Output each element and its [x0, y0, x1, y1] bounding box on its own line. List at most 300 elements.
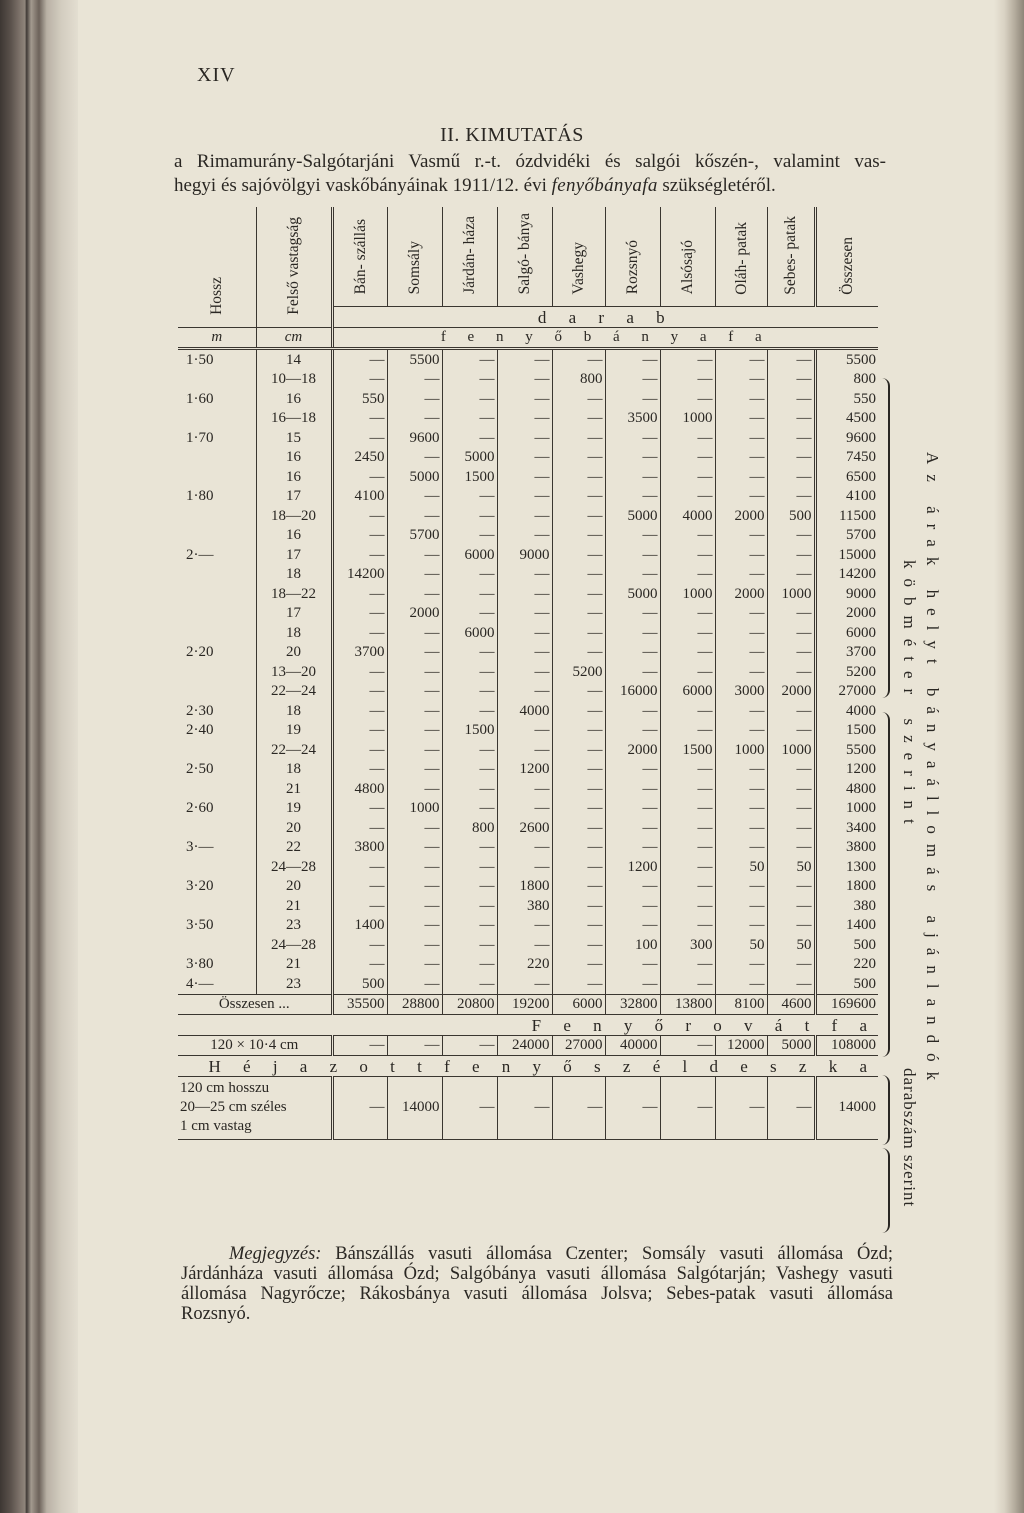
brace-2 [880, 712, 890, 1057]
cell-value: — [660, 428, 715, 448]
fenyobanyafa-label: f e n y ő b á n y a f a [332, 327, 878, 349]
cell-value: — [660, 857, 715, 877]
cell-value: — [715, 779, 767, 799]
cell-value: — [715, 721, 767, 741]
cell-value: — [552, 896, 605, 916]
cell-value: — [660, 349, 715, 370]
cell-value: 800 [442, 818, 497, 838]
cell-hossz [178, 857, 256, 877]
cell-vastagsag: 17 [256, 604, 332, 624]
cell-hossz [178, 623, 256, 643]
cell-value: — [605, 389, 660, 409]
total-value: — [552, 1076, 605, 1139]
cell-value: — [387, 370, 442, 390]
cell-hossz [178, 565, 256, 585]
cell-value: — [387, 448, 442, 468]
rovatfa-label: 120 × 10·4 cm [178, 1035, 332, 1056]
cell-hossz [178, 662, 256, 682]
cell-value: — [332, 526, 387, 546]
cell-vastagsag: 23 [256, 916, 332, 936]
cell-value: — [660, 818, 715, 838]
cell-value: — [552, 448, 605, 468]
cell-value: 5500 [387, 349, 442, 370]
cell-value: 3400 [815, 818, 878, 838]
cell-value: — [332, 349, 387, 370]
total-value: 40000 [605, 1035, 660, 1056]
cell-hossz: 1·70 [186, 429, 214, 446]
cell-value: — [387, 623, 442, 643]
cell-value: — [387, 916, 442, 936]
cell-value: — [605, 721, 660, 741]
total-value: 20800 [442, 994, 497, 1015]
cell-value: — [715, 448, 767, 468]
table-row [178, 701, 878, 721]
cell-value: — [552, 760, 605, 780]
cell-value: — [552, 838, 605, 858]
cell-value: — [442, 740, 497, 760]
cell-value: 1000 [660, 409, 715, 429]
cell-value: 5200 [552, 662, 605, 682]
cell-value: — [497, 487, 552, 507]
cell-value: 1200 [815, 760, 878, 780]
cell-hossz [178, 779, 256, 799]
cell-vastagsag: 23 [256, 974, 332, 994]
table-row [178, 857, 878, 877]
total-value: — [660, 1035, 715, 1056]
cell-value: — [605, 974, 660, 994]
cell-value: — [497, 682, 552, 702]
cell-hossz [178, 896, 256, 916]
cell-value: 9000 [497, 545, 552, 565]
cell-value: — [767, 409, 815, 429]
cell-value: — [497, 916, 552, 936]
deszka-row [178, 1076, 878, 1139]
cell-value: — [767, 448, 815, 468]
cell-value: — [715, 955, 767, 975]
cell-value: — [442, 857, 497, 877]
cell-value: — [715, 662, 767, 682]
total-value: 8100 [715, 994, 767, 1015]
col-header-vashegy: Vashegy [570, 241, 587, 295]
cell-value: 9600 [387, 428, 442, 448]
cell-value: — [332, 545, 387, 565]
cell-value: — [442, 916, 497, 936]
cell-value: — [605, 349, 660, 370]
cell-value: — [660, 662, 715, 682]
cell-hossz: 1·50 [178, 349, 256, 370]
cell-value: — [552, 349, 605, 370]
cell-value: — [552, 604, 605, 624]
cell-value: 16000 [605, 682, 660, 702]
cell-value: 6500 [815, 467, 878, 487]
page-number: XIV [197, 64, 236, 86]
cell-hossz [178, 740, 256, 760]
cell-value: — [605, 448, 660, 468]
cell-value: — [442, 526, 497, 546]
total-value: — [332, 1076, 387, 1139]
cell-value: — [387, 818, 442, 838]
cell-value: — [660, 389, 715, 409]
deszka-label-3: 1 cm vastag [180, 1118, 252, 1135]
cell-value: — [552, 935, 605, 955]
col-header-sebespatak: Sebes- patak [782, 215, 799, 295]
cell-value: — [442, 487, 497, 507]
section-3-label: H é j a z o t t f e n y ő s z é l d e s z k a [208, 1056, 876, 1076]
cell-value: — [387, 545, 442, 565]
cell-value: — [767, 955, 815, 975]
cell-value: 380 [815, 896, 878, 916]
cell-value: — [497, 565, 552, 585]
cell-value: — [767, 370, 815, 390]
cell-value: — [497, 349, 552, 370]
cell-value: — [387, 955, 442, 975]
cell-vastagsag: 19 [256, 721, 332, 741]
cell-value: — [552, 721, 605, 741]
cell-value: — [767, 545, 815, 565]
cell-value: — [715, 643, 767, 663]
cell-value: 27000 [815, 682, 878, 702]
cell-hossz: 4·— [186, 975, 214, 992]
cell-vastagsag: 13—20 [256, 662, 332, 682]
cell-value: — [605, 799, 660, 819]
cell-value: — [332, 623, 387, 643]
cell-value: 2000 [767, 682, 815, 702]
cell-value: 6000 [660, 682, 715, 702]
cell-value: — [332, 701, 387, 721]
cell-value: — [497, 857, 552, 877]
cell-value: — [767, 877, 815, 897]
cell-value: — [442, 935, 497, 955]
cell-value: — [605, 838, 660, 858]
cell-value: — [767, 721, 815, 741]
cell-value: — [552, 779, 605, 799]
total-value: 5000 [767, 1035, 815, 1056]
side-text-kobmeter: köbméter szerint [900, 560, 919, 834]
cell-value: — [552, 584, 605, 604]
cell-hossz: 2·60 [186, 800, 214, 817]
cell-hossz: 3·— [186, 839, 214, 856]
table-row [178, 740, 878, 760]
cell-value: 5000 [387, 467, 442, 487]
total-value: — [497, 1076, 552, 1139]
total-value: 28800 [387, 994, 442, 1015]
cell-vastagsag: 15 [256, 428, 332, 448]
cell-value: — [660, 370, 715, 390]
cell-value: 3800 [332, 838, 387, 858]
cell-value: — [332, 760, 387, 780]
total-row [178, 994, 878, 1015]
table-row [178, 526, 878, 546]
cell-hossz: 2·50 [186, 761, 214, 778]
cell-value: — [552, 565, 605, 585]
cell-value: 9000 [815, 584, 878, 604]
cell-value: — [660, 526, 715, 546]
cell-value: — [767, 701, 815, 721]
cell-value: — [332, 682, 387, 702]
cell-value: — [332, 370, 387, 390]
cell-value: — [715, 877, 767, 897]
col-header-osszesen: Összesen [838, 236, 856, 295]
cell-value: — [660, 643, 715, 663]
cell-vastagsag: 20 [256, 643, 332, 663]
cell-value: — [715, 409, 767, 429]
cell-value: — [387, 409, 442, 429]
cell-hossz: 2·— [186, 546, 214, 563]
cell-value: — [605, 370, 660, 390]
total-value: — [442, 1076, 497, 1139]
subtitle-italic: fenyőbányafa [551, 175, 658, 196]
cell-value: — [660, 623, 715, 643]
cell-value: — [715, 428, 767, 448]
cell-hossz: 3·80 [186, 956, 214, 973]
cell-value: — [442, 506, 497, 526]
table-row [178, 760, 878, 780]
cell-value: — [767, 428, 815, 448]
table-row [178, 643, 878, 663]
cell-value: 3800 [815, 838, 878, 858]
cell-value: 1000 [767, 584, 815, 604]
cell-value: — [660, 448, 715, 468]
cell-value: 1500 [442, 721, 497, 741]
total-value: 27000 [552, 1035, 605, 1056]
cell-value: 380 [497, 896, 552, 916]
total-value: 35500 [332, 994, 387, 1015]
table-row [178, 448, 878, 468]
cell-value: — [715, 974, 767, 994]
col-header-somsaly: Somsály [406, 240, 423, 295]
brace-1 [880, 378, 890, 698]
cell-value: 1800 [815, 877, 878, 897]
total-value: 24000 [497, 1035, 552, 1056]
cell-value: — [497, 428, 552, 448]
cell-value: 4800 [815, 779, 878, 799]
total-value: — [767, 1076, 815, 1139]
cell-value: 550 [332, 389, 387, 409]
cell-value: — [442, 349, 497, 370]
cell-value: — [442, 838, 497, 858]
cell-hossz: 2·20 [186, 644, 214, 661]
cell-value: 500 [767, 506, 815, 526]
cell-value: — [497, 623, 552, 643]
cell-value: — [715, 701, 767, 721]
cell-vastagsag: 20 [256, 877, 332, 897]
cell-value: — [442, 584, 497, 604]
cell-value: — [605, 818, 660, 838]
cell-vastagsag: 22 [256, 838, 332, 858]
cell-value: — [332, 740, 387, 760]
cell-value: — [332, 857, 387, 877]
total-label: Összesen ... [178, 994, 332, 1015]
cell-value: — [497, 721, 552, 741]
cell-value: — [442, 428, 497, 448]
cell-value: 4000 [815, 701, 878, 721]
cell-value: — [552, 877, 605, 897]
cell-value: — [660, 779, 715, 799]
cell-value: 1000 [660, 584, 715, 604]
total-value: — [715, 1076, 767, 1139]
cell-value: 14200 [815, 565, 878, 585]
cell-value: — [387, 857, 442, 877]
cell-value: — [332, 818, 387, 838]
table-row [178, 896, 878, 916]
cell-hossz [178, 682, 256, 702]
cell-value: — [660, 799, 715, 819]
cell-value: — [605, 662, 660, 682]
cell-value: 5200 [815, 662, 878, 682]
section-2-label: F e n y ő r o v á t f a [531, 1015, 876, 1035]
cell-value: — [332, 584, 387, 604]
cell-vastagsag: 22—24 [256, 682, 332, 702]
cell-hossz: 1·80 [186, 488, 214, 505]
cell-value: 5700 [815, 526, 878, 546]
cell-value: — [497, 838, 552, 858]
cell-value: — [552, 857, 605, 877]
cell-vastagsag: 16—18 [256, 409, 332, 429]
brace-3 [880, 1075, 890, 1145]
cell-value: — [660, 545, 715, 565]
cell-value: — [715, 487, 767, 507]
cell-value: — [605, 545, 660, 565]
cell-value: 500 [332, 974, 387, 994]
cell-vastagsag: 16 [256, 389, 332, 409]
cell-value: — [497, 467, 552, 487]
cell-value: 15000 [815, 545, 878, 565]
cell-value: — [387, 506, 442, 526]
cell-value: 5000 [605, 584, 660, 604]
cell-value: — [552, 409, 605, 429]
cell-value: 5500 [815, 740, 878, 760]
cell-value: — [497, 643, 552, 663]
cell-value: — [497, 526, 552, 546]
cell-value: — [332, 662, 387, 682]
cell-value: — [715, 370, 767, 390]
cell-value: — [387, 779, 442, 799]
cell-value: — [605, 955, 660, 975]
table-row [178, 955, 878, 975]
cell-value: — [605, 623, 660, 643]
cell-vastagsag: 21 [256, 955, 332, 975]
cell-value: 1800 [497, 877, 552, 897]
total-value: 4600 [767, 994, 815, 1015]
cell-value: — [605, 565, 660, 585]
cell-value: — [332, 935, 387, 955]
cell-value: — [660, 721, 715, 741]
cell-vastagsag: 18 [256, 623, 332, 643]
col-header-banszallas: Bán- szállás [351, 219, 369, 295]
section-3-row [178, 1056, 878, 1077]
total-value: 32800 [605, 994, 660, 1015]
cell-value: — [442, 799, 497, 819]
cell-value: 100 [605, 935, 660, 955]
cell-value: — [552, 623, 605, 643]
cell-hossz [178, 604, 256, 624]
cell-vastagsag: 21 [256, 779, 332, 799]
cell-value: — [552, 389, 605, 409]
cell-value: — [660, 604, 715, 624]
cell-value: — [552, 818, 605, 838]
deszka-label-1: 120 cm hosszu [180, 1080, 270, 1097]
header-row [178, 207, 878, 307]
cell-value: — [605, 916, 660, 936]
cell-value: 1000 [715, 740, 767, 760]
cell-value: 50 [715, 857, 767, 877]
col-header-felso: Felső vastagság [285, 217, 302, 315]
cell-value: — [660, 974, 715, 994]
cell-vastagsag: 19 [256, 799, 332, 819]
footnote [181, 1244, 893, 1324]
subtitle-line-1: a Rimamurány-Salgótarjáni Vasmű r.-t. ózdvidéki és salgói kőszén-, valamint vas- [174, 151, 886, 172]
cell-value: — [715, 545, 767, 565]
cell-vastagsag: 18 [256, 760, 332, 780]
cell-value: 3700 [332, 643, 387, 663]
cell-value: — [605, 643, 660, 663]
cell-value: 1000 [387, 799, 442, 819]
cell-vastagsag: 10—18 [256, 370, 332, 390]
cell-value: — [332, 955, 387, 975]
cell-hossz [178, 409, 256, 429]
cell-value: — [605, 467, 660, 487]
table-row [178, 584, 878, 604]
col-header-jardanhaza: Járdán- háza [461, 216, 478, 295]
col-header-rozsnyo: Rozsnyó [624, 240, 641, 295]
cell-value: — [605, 779, 660, 799]
cell-value: — [660, 701, 715, 721]
cell-value: — [605, 701, 660, 721]
cell-value: — [605, 896, 660, 916]
cell-value: 2000 [387, 604, 442, 624]
cell-value: — [552, 799, 605, 819]
cell-value: 5700 [387, 526, 442, 546]
total-value: 19200 [497, 994, 552, 1015]
cell-value: — [552, 701, 605, 721]
cell-value: — [442, 896, 497, 916]
cell-hossz: 2·40 [186, 722, 214, 739]
cell-value: 50 [767, 935, 815, 955]
cell-vastagsag: 18 [256, 701, 332, 721]
cell-value: — [387, 487, 442, 507]
col-header-hossz: Hossz [208, 276, 226, 315]
total-value: — [387, 1035, 442, 1056]
table-row [178, 935, 878, 955]
cell-value: 1200 [605, 857, 660, 877]
cell-value: — [387, 682, 442, 702]
cell-value: — [660, 955, 715, 975]
cell-value: — [552, 974, 605, 994]
cell-value: — [387, 643, 442, 663]
cell-value: — [332, 721, 387, 741]
cell-value: — [497, 740, 552, 760]
cell-value: — [767, 349, 815, 370]
cell-value: 2000 [715, 506, 767, 526]
cell-vastagsag: 18—22 [256, 584, 332, 604]
cell-value: 4100 [815, 487, 878, 507]
cell-value: — [715, 838, 767, 858]
cell-value: — [605, 877, 660, 897]
cell-value: 3000 [715, 682, 767, 702]
cell-value: 2000 [815, 604, 878, 624]
cell-value: — [660, 838, 715, 858]
cell-value: — [552, 545, 605, 565]
table-row [178, 779, 878, 799]
table-row [178, 604, 878, 624]
cell-value: — [442, 565, 497, 585]
cell-value: — [605, 526, 660, 546]
cell-value: 2000 [605, 740, 660, 760]
cell-value: — [767, 818, 815, 838]
cell-value: — [605, 428, 660, 448]
cell-value: 11500 [815, 506, 878, 526]
col-header-salgobanya: Salgó- bánya [516, 213, 533, 295]
